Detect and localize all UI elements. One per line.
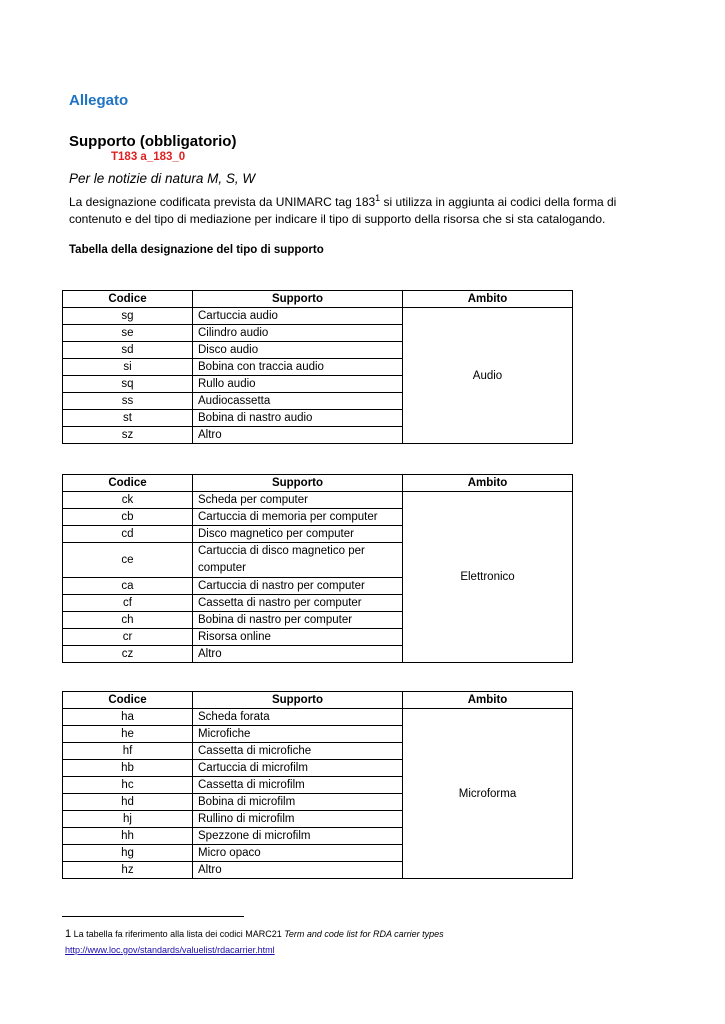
support-cell: Cartuccia di memoria per computer <box>193 509 403 526</box>
support-cell: Cassetta di nastro per computer <box>193 595 403 612</box>
code-cell: sq <box>63 376 193 393</box>
support-cell: Scheda forata <box>193 709 403 726</box>
intro-text-after: si utilizza in aggiunta ai codici della forma di contenuto e del tipo di mediazione per indicare il tipo di supporto della risorsa che si sta catalogando. <box>69 195 617 226</box>
support-cell: Bobina con traccia audio <box>193 359 403 376</box>
footnote-ref: 1 <box>375 193 381 203</box>
table-title: Tabella della designazione del tipo di supporto <box>69 244 324 256</box>
support-cell: Disco audio <box>193 342 403 359</box>
code-cell: ck <box>63 492 193 509</box>
code-cell: cz <box>63 646 193 663</box>
support-cell: Micro opaco <box>193 845 403 862</box>
code-cell: sz <box>63 427 193 444</box>
code-cell: hd <box>63 794 193 811</box>
support-cell: Bobina di nastro audio <box>193 410 403 427</box>
code-cell: he <box>63 726 193 743</box>
code-cell: ha <box>63 709 193 726</box>
carrier-table-audio <box>62 290 573 444</box>
support-cell: Audiocassetta <box>193 393 403 410</box>
header-scope: Ambito <box>403 291 573 308</box>
code-cell: hb <box>63 760 193 777</box>
code-cell: st <box>63 410 193 427</box>
support-cell: Cassetta di microfiche <box>193 743 403 760</box>
code-cell: hc <box>63 777 193 794</box>
carrier-table-microform <box>62 691 573 879</box>
header-code: Codice <box>63 692 193 709</box>
scope-cell: Elettronico <box>403 492 573 663</box>
table-header-row <box>63 692 573 709</box>
header-code: Codice <box>63 475 193 492</box>
code-cell: hf <box>63 743 193 760</box>
table-row <box>63 709 573 726</box>
support-cell: Altro <box>193 862 403 879</box>
support-cell: Cartuccia di microfilm <box>193 760 403 777</box>
table-header-row <box>63 475 573 492</box>
support-cell: Cartuccia audio <box>193 308 403 325</box>
code-cell: si <box>63 359 193 376</box>
code-cell: ce <box>63 543 193 578</box>
support-cell: Bobina di nastro per computer <box>193 612 403 629</box>
code-cell: hj <box>63 811 193 828</box>
section-title: Supporto (obbligatorio) <box>69 133 237 150</box>
support-cell: Cartuccia di nastro per computer <box>193 578 403 595</box>
header-support: Supporto <box>193 475 403 492</box>
code-cell: cf <box>63 595 193 612</box>
code-cell: ca <box>63 578 193 595</box>
page-heading: Allegato <box>69 92 129 109</box>
code-cell: hg <box>63 845 193 862</box>
code-cell: se <box>63 325 193 342</box>
intro-paragraph <box>69 194 659 228</box>
code-cell: cr <box>63 629 193 646</box>
intro-text-before: La designazione codificata prevista da UNIMARC tag 183 <box>69 195 376 209</box>
support-cell: Altro <box>193 427 403 444</box>
header-support: Supporto <box>193 692 403 709</box>
footnote-text: La tabella fa riferimento alla lista dei codici MARC21 <box>71 929 285 939</box>
footnote-link[interactable]: http://www.loc.gov/standards/valuelist/rdacarrier.html <box>65 945 275 955</box>
support-cell: Microfiche <box>193 726 403 743</box>
scope-cell: Microforma <box>403 709 573 879</box>
header-code: Codice <box>63 291 193 308</box>
footnote-separator <box>62 916 244 917</box>
support-cell: Rullo audio <box>193 376 403 393</box>
header-scope: Ambito <box>403 475 573 492</box>
table-header-row <box>63 291 573 308</box>
header-scope: Ambito <box>403 692 573 709</box>
code-cell: ch <box>63 612 193 629</box>
support-cell: Bobina di microfilm <box>193 794 403 811</box>
code-cell: cd <box>63 526 193 543</box>
support-cell: Cassetta di microfilm <box>193 777 403 794</box>
tag-label: T183 a_183_0 <box>111 151 186 163</box>
support-cell: Altro <box>193 646 403 663</box>
support-cell: Risorsa online <box>193 629 403 646</box>
footnote-number: 1 <box>65 928 72 940</box>
footnote <box>65 926 444 958</box>
support-cell: Spezzone di microfilm <box>193 828 403 845</box>
code-cell: cb <box>63 509 193 526</box>
table-row <box>63 492 573 509</box>
support-cell: Scheda per computer <box>193 492 403 509</box>
footnote-title: Term and code list for RDA carrier types <box>284 929 444 939</box>
carrier-table-electronic <box>62 474 573 663</box>
code-cell: hh <box>63 828 193 845</box>
scope-cell: Audio <box>403 308 573 444</box>
support-cell: Cilindro audio <box>193 325 403 342</box>
code-cell: sg <box>63 308 193 325</box>
code-cell: sd <box>63 342 193 359</box>
code-cell: hz <box>63 862 193 879</box>
table-row <box>63 308 573 325</box>
code-cell: ss <box>63 393 193 410</box>
support-cell: Rullino di microfilm <box>193 811 403 828</box>
support-cell: Cartuccia di disco magnetico per computer <box>193 543 403 578</box>
header-support: Supporto <box>193 291 403 308</box>
support-cell: Disco magnetico per computer <box>193 526 403 543</box>
nature-note: Per le notizie di natura M, S, W <box>69 171 256 186</box>
